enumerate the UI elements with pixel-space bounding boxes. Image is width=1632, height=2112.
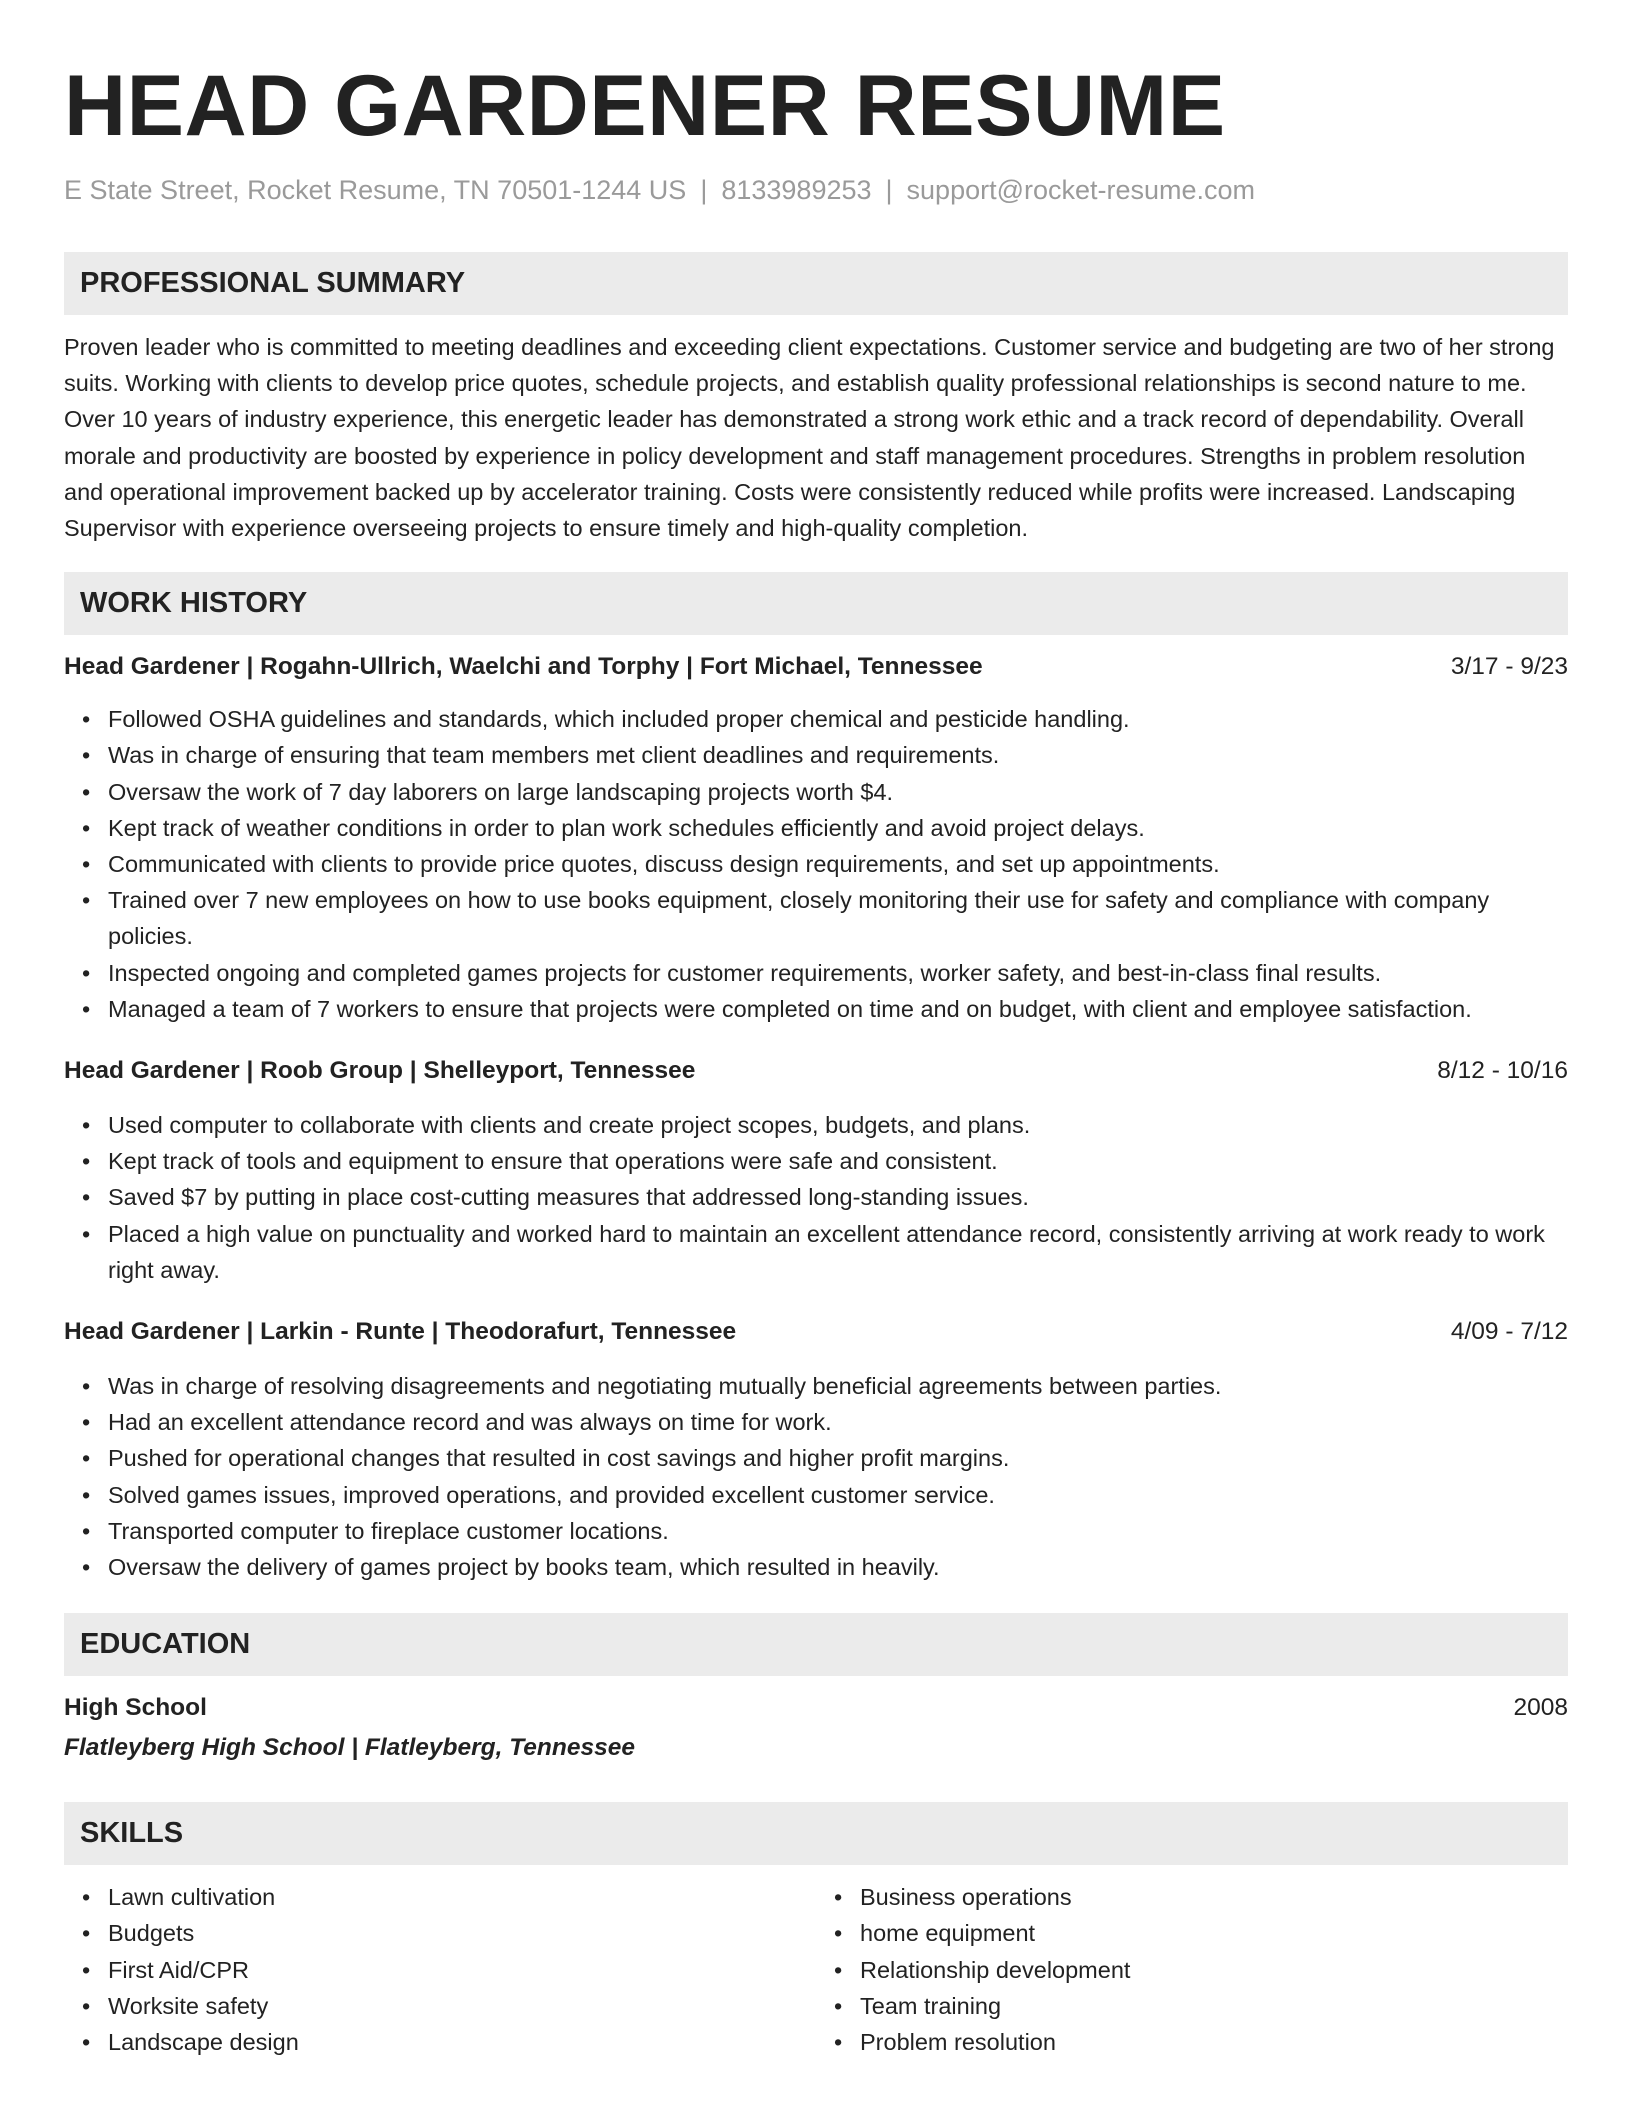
skill-item: • Lawn cultivation [108, 1879, 816, 1915]
job-title: Head Gardener | Larkin - Runte | Theodorafurt, Tennessee [64, 1318, 737, 1346]
bullet-item: • Communicated with clients to provide price quotes, discuss design requirements, and set up appointments. [108, 846, 1568, 882]
job-title: Head Gardener | Rogahn-Ullrich, Waelchi and Torphy | Fort Michael, Tennessee [64, 653, 983, 681]
skill-item: • First Aid/CPR [108, 1952, 816, 1988]
education-degree: High School [64, 1694, 207, 1722]
skill-item: • Landscape design [108, 2024, 816, 2060]
job-title: Head Gardener | Roob Group | Shelleyport, Tennessee [64, 1057, 696, 1085]
contact-separator: | [700, 175, 708, 205]
section-heading-work-history: WORK HISTORY [64, 572, 1568, 635]
bullet-item: • Kept track of weather conditions in order to plan work schedules efficiently and avoid project delays. [108, 810, 1568, 846]
bullet-item: • Used computer to collaborate with clients and create project scopes, budgets, and plans. [108, 1107, 1568, 1143]
contact-phone: 8133989253 [721, 175, 872, 205]
job-bullets [64, 1368, 1568, 1585]
bullet-item: • Oversaw the delivery of games project by books team, which resulted in heavily. [108, 1549, 1568, 1585]
section-heading-summary: PROFESSIONAL SUMMARY [64, 252, 1568, 315]
bullet-item: • Kept track of tools and equipment to ensure that operations were safe and consistent. [108, 1143, 1568, 1179]
bullet-item: • Was in charge of ensuring that team members met client deadlines and requirements. [108, 737, 1568, 773]
contact-separator: | [885, 175, 893, 205]
section-heading-education: EDUCATION [64, 1613, 1568, 1676]
job-dates: 8/12 - 10/16 [1437, 1057, 1568, 1085]
section-heading-skills: SKILLS [64, 1802, 1568, 1865]
job-dates: 4/09 - 7/12 [1450, 1318, 1568, 1346]
education-school: Flatleyberg High School | Flatleyberg, Tennessee [64, 1734, 635, 1762]
job-header [64, 649, 1568, 685]
job-entry [64, 1314, 1568, 1585]
skills-grid [64, 1879, 1568, 2060]
bullet-item: • Followed OSHA guidelines and standards, which included proper chemical and pesticide handling. [108, 701, 1568, 737]
bullet-item: • Managed a team of 7 workers to ensure that projects were completed on time and on budget, with client and employee satisfaction. [108, 991, 1568, 1027]
bullet-item: • Transported computer to fireplace customer locations. [108, 1513, 1568, 1549]
skills-list-left [64, 1879, 816, 2060]
skill-item: • Problem resolution [860, 2024, 1568, 2060]
resume-title: HEAD GARDENER RESUME [64, 58, 1226, 154]
bullet-item: • Solved games issues, improved operations, and provided excellent customer service. [108, 1477, 1568, 1513]
job-entry [64, 1053, 1568, 1288]
job-header [64, 1314, 1568, 1350]
job-header [64, 1053, 1568, 1089]
skill-item: • Worksite safety [108, 1988, 816, 2024]
skill-item: • Budgets [108, 1915, 816, 1951]
contact-address: E State Street, Rocket Resume, TN 70501-1244 US [64, 175, 687, 205]
bullet-item: • Was in charge of resolving disagreements and negotiating mutually beneficial agreements between parties. [108, 1368, 1568, 1404]
summary-text: Proven leader who is committed to meeting deadlines and exceeding client expectations. Customer service and budgeting are two of her strong suits. Working with clients to develop price quotes, schedule projects, and establish quality professional relationships is second nature to me. Over 10 years of industry experience, this energetic leader has demonstrated a strong work ethic and a track record of dependability. Overall morale and productivity are boosted by experience in policy development and staff management procedures. Strengths in problem resolution and operational improvement backed up by accelerator training. Costs were consistently reduced while profits were increased. Landscaping Supervisor with experience overseeing projects to ensure timely and high-quality completion. [64, 334, 1555, 542]
education-header [64, 1690, 1568, 1726]
job-dates: 3/17 - 9/23 [1450, 653, 1568, 681]
skills-list-right [816, 1879, 1568, 2060]
bullet-item: • Trained over 7 new employees on how to use books equipment, closely monitoring their use for safety and compliance with company policies. [108, 882, 1568, 954]
job-entry [64, 649, 1568, 1027]
education-year: 2008 [1513, 1694, 1568, 1722]
skill-item: • Team training [860, 1988, 1568, 2024]
bullet-item: • Pushed for operational changes that resulted in cost savings and higher profit margins. [108, 1440, 1568, 1476]
skill-item: • home equipment [860, 1915, 1568, 1951]
bullet-item: • Had an excellent attendance record and was always on time for work. [108, 1404, 1568, 1440]
job-bullets [64, 701, 1568, 1027]
bullet-item: • Placed a high value on punctuality and worked hard to maintain an excellent attendance record, consistently arriving at work ready to work right away. [108, 1216, 1568, 1288]
skill-item: • Business operations [860, 1879, 1568, 1915]
job-bullets [64, 1107, 1568, 1288]
contact-email: support@rocket-resume.com [906, 175, 1256, 205]
bullet-item: • Oversaw the work of 7 day laborers on large landscaping projects worth $4. [108, 774, 1568, 810]
skill-item: • Relationship development [860, 1952, 1568, 1988]
bullet-item: • Saved $7 by putting in place cost-cutting measures that addressed long-standing issues. [108, 1179, 1568, 1215]
contact-line [64, 172, 1568, 208]
bullet-item: • Inspected ongoing and completed games projects for customer requirements, worker safety, and best-in-class final results. [108, 955, 1568, 991]
